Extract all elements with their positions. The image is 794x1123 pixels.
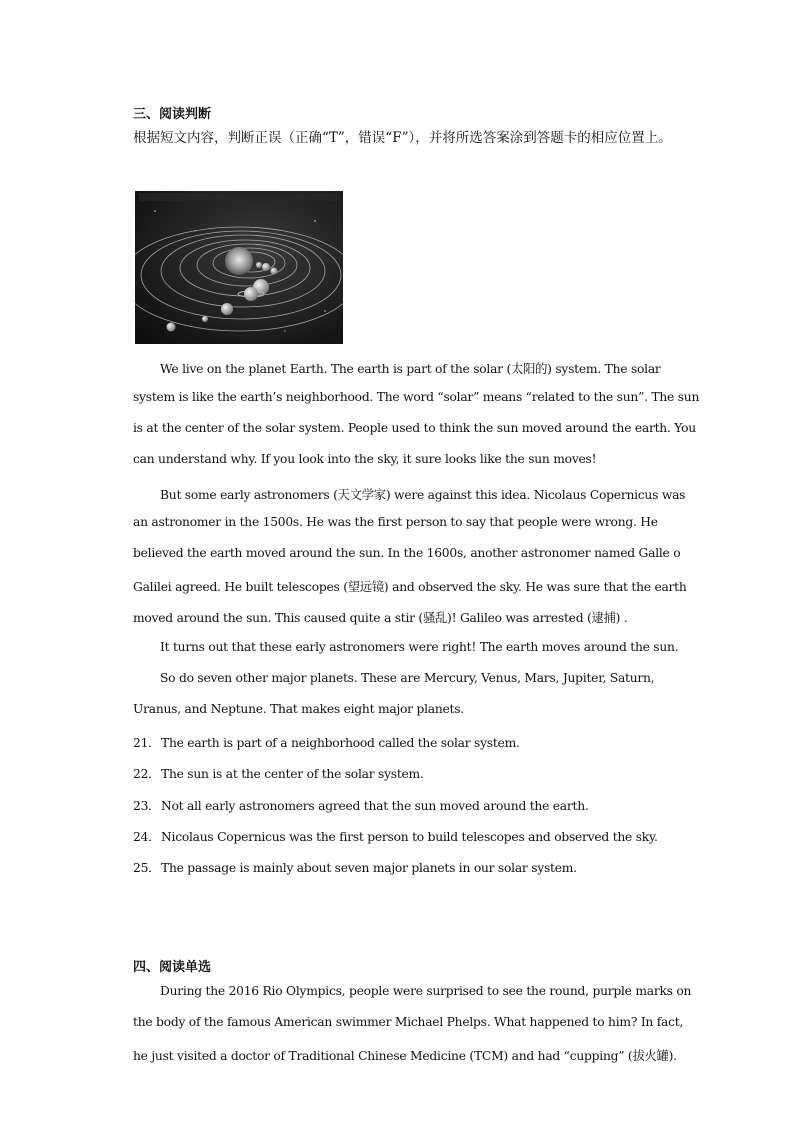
passage-line: he just visited a doctor of Traditional Chinese Medicine (TCM) and had “cupping” (拔火罐). (133, 1049, 677, 1063)
question-23 (133, 796, 589, 814)
passage-line: But some early astronomers (天文学家) were against this idea. Nicolaus Copernicus was (160, 488, 686, 502)
planet-icon (221, 303, 233, 315)
question-text: Nicolaus Copernicus was the first person to build telescopes and observed the sky. (161, 830, 658, 844)
passage-line: system is like the earth’s neighborhood. The word “solar” means “related to the sun”. The sun (133, 390, 700, 404)
passage-line: During the 2016 Rio Olympics, people were surprised to see the round, purple marks on (160, 984, 692, 998)
passage-line: is at the center of the solar system. People used to think the sun moved around the earth. You (133, 421, 696, 435)
passage-line: We live on the planet Earth. The earth is part of the solar (太阳的) system. The solar (160, 362, 661, 376)
solar-system-illustration (135, 191, 343, 344)
solar-system-image (135, 191, 343, 344)
planet-icon (256, 262, 262, 268)
section-4-heading: 四、阅读单选 (133, 960, 212, 975)
passage-line: moved around the sun. This caused quite a stir (骚乱)! Galileo was arrested (逮捕) . (133, 611, 628, 625)
question-number: 22． (133, 767, 161, 781)
passage-line: can understand why. If you look into the sky, it sure looks like the sun moves! (133, 452, 597, 466)
planet-icon (271, 268, 278, 275)
passage-line: It turns out that these early astronomers were right! The earth moves around the sun. (160, 640, 679, 654)
question-text: The passage is mainly about seven major planets in our solar system. (161, 861, 577, 875)
question-21 (133, 733, 520, 751)
question-24 (133, 827, 658, 845)
passage-line: Galilei agreed. He built telescopes (望远镜) and observed the sky. He was sure that the earth (133, 580, 687, 594)
section-3-heading: 三、阅读判断 (133, 107, 212, 122)
planet-icon (202, 316, 208, 322)
question-number: 23． (133, 799, 161, 813)
passage-line: an astronomer in the 1500s. He was the first person to say that people were wrong. He (133, 515, 658, 529)
planet-icon (167, 323, 176, 332)
passage-line: So do seven other major planets. These are Mercury, Venus, Mars, Jupiter, Saturn, (160, 671, 655, 685)
question-number: 24． (133, 830, 161, 844)
question-text: The earth is part of a neighborhood called the solar system. (161, 736, 520, 750)
passage-line: believed the earth moved around the sun. In the 1600s, another astronomer named Galle o (133, 546, 681, 560)
passage-line: Uranus, and Neptune. That makes eight major planets. (133, 702, 464, 716)
planet-icon (262, 263, 270, 271)
question-number: 25． (133, 861, 161, 875)
question-25 (133, 858, 577, 876)
section-3-instruction: 根据短文内容，判断正误（正确“T”，错误“F”），并将所选答案涂到答题卡的相应位置上。 (133, 130, 672, 146)
question-number: 21． (133, 736, 161, 750)
question-text: The sun is at the center of the solar system. (161, 767, 424, 781)
planet-icon (244, 287, 258, 301)
passage-line: the body of the famous American swimmer Michael Phelps. What happened to him? In fact, (133, 1015, 684, 1029)
sun-icon (225, 247, 253, 275)
question-text: Not all early astronomers agreed that the sun moved around the earth. (161, 799, 589, 813)
question-22 (133, 764, 424, 782)
